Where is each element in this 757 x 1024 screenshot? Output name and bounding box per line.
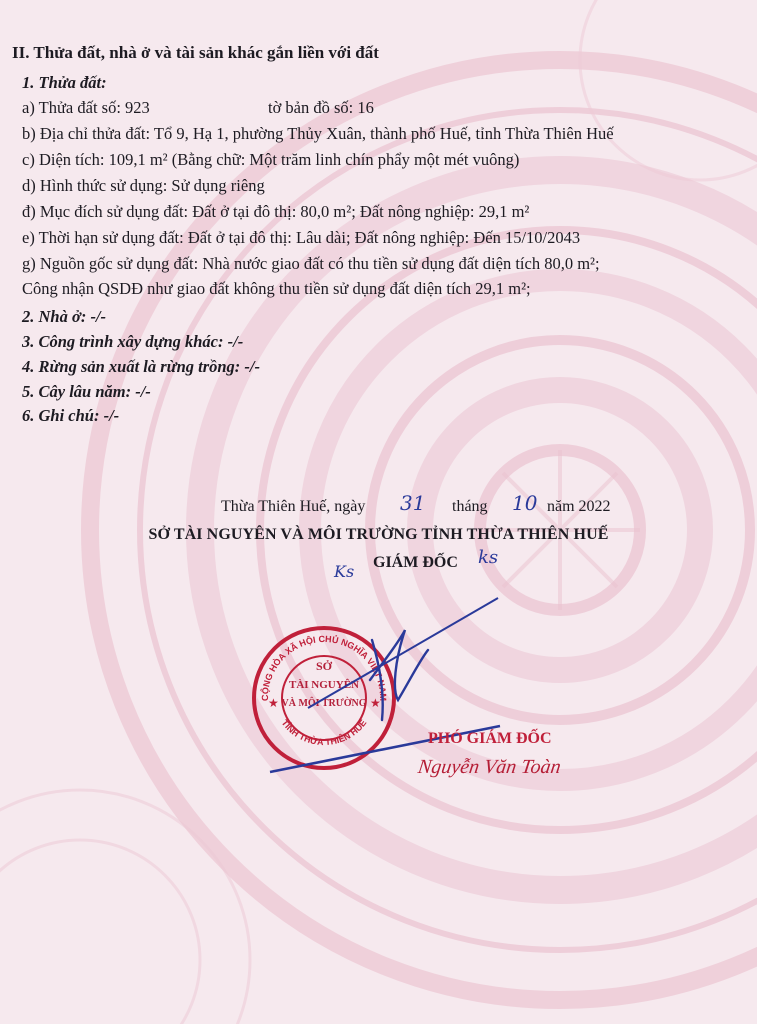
seal-line-3: VÀ MÔI TRƯỜNG	[281, 698, 367, 709]
issuing-organization: SỞ TÀI NGUYÊN VÀ MÔI TRƯỜNG TỈNH THỪA THIÊN HUẾ	[148, 526, 609, 543]
seal-ring-top-text: CỘNG HÒA XÃ HỘI CHỦ NGHĨA VIỆT NAM	[259, 633, 389, 702]
signing-month: 10	[512, 491, 538, 515]
map-sheet-number: tờ bản đồ số: 16	[268, 98, 374, 117]
parcel-number: a) Thửa đất số: 923	[22, 98, 150, 117]
land-heading: 1. Thửa đất:	[22, 73, 107, 92]
section-title: II. Thửa đất, nhà ở và tài sản khác gắn liền với đất	[12, 43, 379, 62]
year-label: năm 2022	[547, 498, 611, 515]
seal-line-2: TÀI NGUYÊN	[289, 679, 359, 691]
director-title: GIÁM ĐỐC	[373, 554, 458, 571]
usage-form: d) Hình thức sử dụng: Sử dụng riêng	[22, 176, 265, 195]
seal-star-left: ★	[268, 696, 279, 710]
seal-line-1: SỞ	[315, 659, 332, 673]
usage-origin-line-2: Công nhận QSDĐ như giao đất không thu tiền sử dụng đất diện tích 29,1 m²;	[22, 279, 531, 298]
deputy-director-title: PHÓ GIÁM ĐỐC	[428, 730, 552, 747]
parcel-area: c) Diện tích: 109,1 m² (Bằng chữ: Một trăm linh chín phẩy một mét vuông)	[22, 150, 520, 169]
director-handwritten-mark: ks	[478, 547, 499, 568]
perennial-item: 5. Cây lâu năm: -/-	[22, 382, 151, 401]
house-item: 2. Nhà ở: -/-	[22, 307, 107, 326]
deputy-director-name: Nguyễn Văn Toàn	[416, 756, 563, 778]
usage-duration: e) Thời hạn sử dụng đất: Đất ở tại đô thị: Lâu dài; Đất nông nghiệp: Đến 15/10/2043	[22, 228, 581, 247]
signing-place: Thừa Thiên Huế, ngày	[221, 498, 366, 515]
usage-origin-line-1: g) Nguồn gốc sử dụng đất: Nhà nước giao đất có thu tiền sử dụng đất diện tích 80,0 m²;	[22, 254, 600, 273]
usage-purpose: đ) Mục đích sử dụng đất: Đất ở tại đô thị: 80,0 m²; Đất nông nghiệp: 29,1 m²	[22, 202, 530, 221]
seal-ring-bottom-text: TỈNH THỪA THIÊN HUẾ	[279, 717, 369, 748]
month-label: tháng	[452, 498, 488, 515]
parcel-address: b) Địa chỉ thửa đất: Tổ 9, Hạ 1, phường Thủy Xuân, thành phố Huế, tỉnh Thừa Thiên Huế	[22, 124, 614, 143]
forest-item: 4. Rừng sản xuất là rừng trồng: -/-	[22, 357, 260, 376]
other-works-item: 3. Công trình xây dựng khác: -/-	[22, 332, 244, 351]
notes-item: 6. Ghi chú: -/-	[22, 406, 120, 425]
handwritten-mark: Ks	[334, 562, 355, 581]
seal-star-right: ★	[370, 696, 381, 710]
signing-day: 31	[400, 491, 426, 515]
